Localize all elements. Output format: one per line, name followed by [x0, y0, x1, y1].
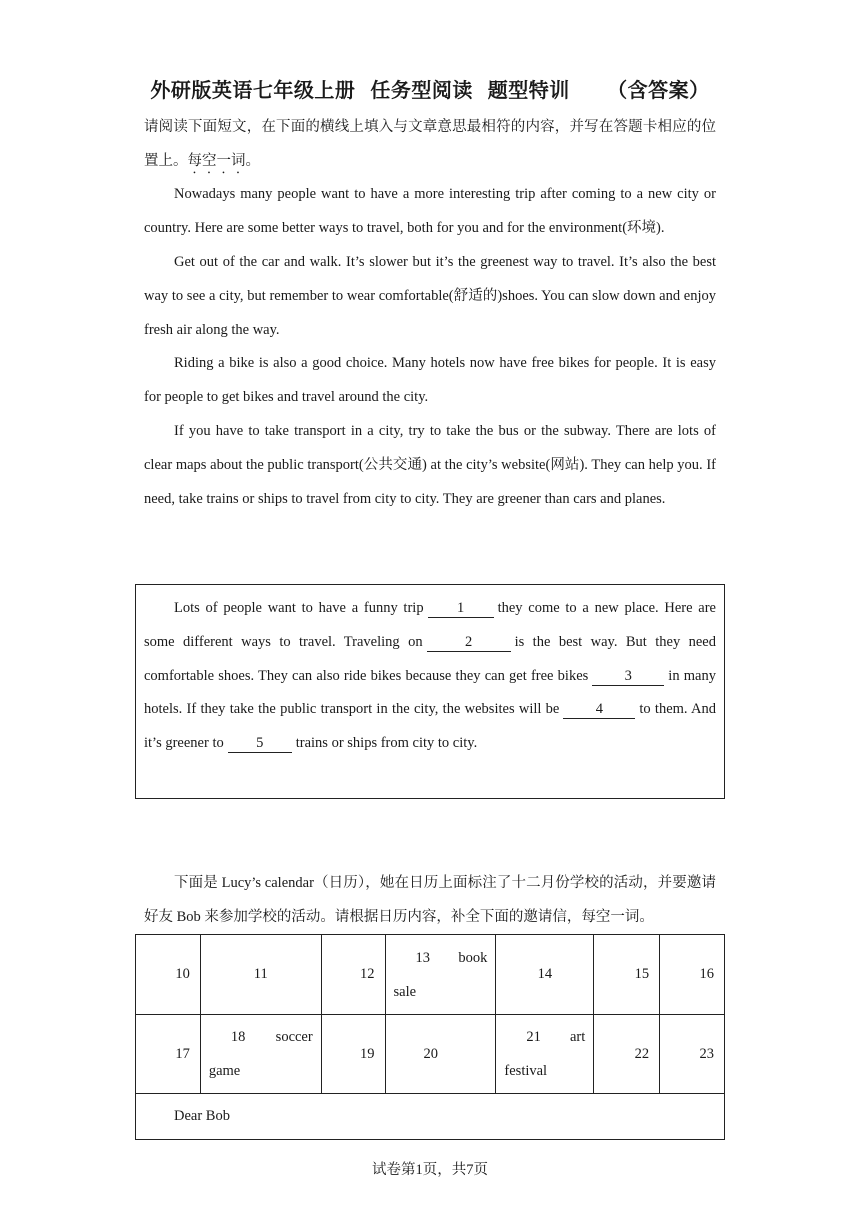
calendar-event-book-sale: 13 book sale [385, 935, 496, 1015]
calendar-event-soccer-game: 18 soccer game [200, 1015, 321, 1094]
calendar-intro: 下面是 Lucy’s calendar（日历），她在日历上面标注了十二月份学校的活动，并要邀请好友 Bob 来参加学校的活动。请根据日历内容，补全下面的邀请信，每空一词。 [144, 875, 716, 925]
passage-paragraph-1: Nowadays many people want to have a more interesting trip after coming to a new city or country. Here are some better ways to travel, both for you and for the environment(环境). [144, 186, 716, 236]
page-title: 外研版英语七年级上册 任务型阅读 题型特训 （含答案） [150, 78, 710, 102]
calendar-day: 11 [200, 935, 321, 1015]
letter-row [136, 1094, 725, 1140]
calendar-day: 19 [321, 1015, 385, 1094]
blank-4[interactable]: 4 [563, 700, 635, 719]
letter-greeting: Dear Bob [136, 1094, 725, 1140]
calendar-event-art-festival: 21 art festival [496, 1015, 594, 1094]
summary-box [135, 584, 725, 799]
calendar-row [136, 1015, 725, 1094]
calendar-day: 16 [660, 935, 725, 1015]
calendar-day: 23 [660, 1015, 725, 1094]
passage-paragraph-4: If you have to take transport in a city, try to take the bus or the subway. There are lots of clear maps about the public transport(公共交通) at the city’s website(网站). They can help you. If need, take trains or ships to travel from city to city. They are greener than cars and planes. [144, 423, 716, 507]
summary-text: Lots of people want to have a funny trip 1 they come to a new place. Here are some different ways to travel. Traveling on 2 is the best way. But they need comfortable shoes. They can also ride bikes because they can get free bikes 3 in many hotels. If they take the public transport in the city, the websites will be 4 to them. And it’s greener to 5 trains or ships from city to city. [144, 600, 716, 752]
passage-paragraph-2: Get out of the car and walk. It’s slower but it’s the greenest way to travel. It’s also the best way to see a city, but remember to wear comfortable(舒适的)shoes. You can slow down and enjoy fresh air along the way. [144, 254, 716, 338]
calendar-day: 12 [321, 935, 385, 1015]
calendar-day: 22 [594, 1015, 660, 1094]
blank-1[interactable]: 1 [428, 599, 494, 618]
blank-2[interactable]: 2 [427, 633, 511, 652]
blank-5[interactable]: 5 [228, 734, 292, 753]
calendar-day: 17 [136, 1015, 201, 1094]
calendar-day: 20 [385, 1015, 496, 1094]
calendar-row [136, 935, 725, 1015]
emphasis-text: 每空一词 [187, 152, 246, 169]
calendar-day: 15 [594, 935, 660, 1015]
calendar-table [135, 934, 725, 1140]
page-footer: 试卷第1页，共7页 [372, 1162, 488, 1178]
blank-3[interactable]: 3 [592, 667, 664, 686]
passage-paragraph-3: Riding a bike is also a good choice. Many hotels now have free bikes for people. It is easy for people to get bikes and travel around the city. [144, 355, 716, 405]
instruction-text: 请阅读下面短文，在下面的横线上填入与文章意思最相符的内容，并写在答题卡相应的位置上。每空一词。 [144, 119, 716, 169]
calendar-day: 10 [136, 935, 201, 1015]
calendar-day: 14 [496, 935, 594, 1015]
